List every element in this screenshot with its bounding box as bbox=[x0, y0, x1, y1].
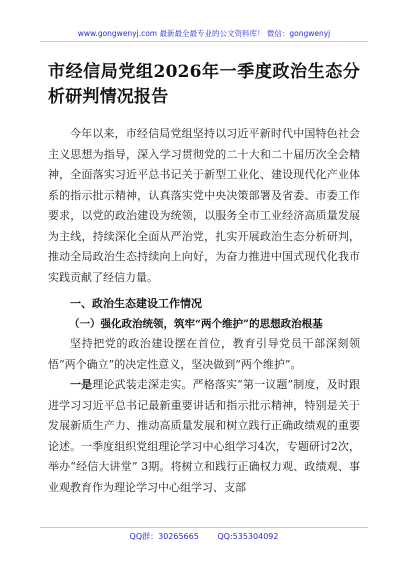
footer-qq-group: QQ群：30265665 bbox=[129, 532, 199, 541]
header-divider bbox=[40, 41, 368, 42]
site-header: www.gongwenyj.com 最新最全最专业的公文资料库！ 微信：gongwenyj bbox=[77, 29, 331, 38]
paragraph-theory bbox=[48, 375, 360, 498]
footer-divider bbox=[40, 527, 368, 528]
document-title: 市经信局党组2026年一季度政治生态分析研判情况报告 bbox=[48, 62, 360, 107]
paragraph-lead: 一是 bbox=[70, 378, 93, 391]
subsection-heading: （一）强化政治统领，筑牢“两个维护”的思想政治根基 bbox=[69, 318, 323, 330]
intro-paragraph: 今年以来，市经信局党组坚持以习近平新时代中国特色社会主义思想为指导，深入学习贯彻党的二十大和二十届历次全会精神，全面落实习近平总书记关于新型工业化、建设现代化产业体系的指示批示精神，认真落实党中央决策部署及省委、市委工作要求，以党的政治建设为统领，以服务全市工业经济高质量发展为主线，持续深化全面从严治党，扎实开展政治生态分析研判，推动全局政治生态持续向上向好，为奋力推进中国式现代化我市实践贡献了经信力量。 bbox=[48, 127, 360, 284]
section-heading: 一、政治生态建设工作情况 bbox=[70, 297, 202, 310]
paragraph-theory-text: 理论武装走深走实。严格落实“第一议题”制度，及时跟进学习习近平总书记最新重要讲话和指示批示精神，特别是关于发展新质生产力、推动高质量发展和树立践行正确政绩观的重要论述。一季度组织党组理论学习中心组学习4次，专题研讨2次，举办“经信大讲堂” 3期。将树立和践行正确权力观、政绩观、事业观教育作为理论学习中心组学习、支部 bbox=[48, 378, 361, 494]
paragraph-political-stance: 坚持把党的政治建设摆在首位，教育引导党员干部深刻领悟“两个确立”的决定性意义，坚决做到“两个维护”。 bbox=[48, 337, 360, 371]
site-footer bbox=[0, 531, 408, 542]
footer-qq: QQ:535304092 bbox=[217, 532, 279, 541]
